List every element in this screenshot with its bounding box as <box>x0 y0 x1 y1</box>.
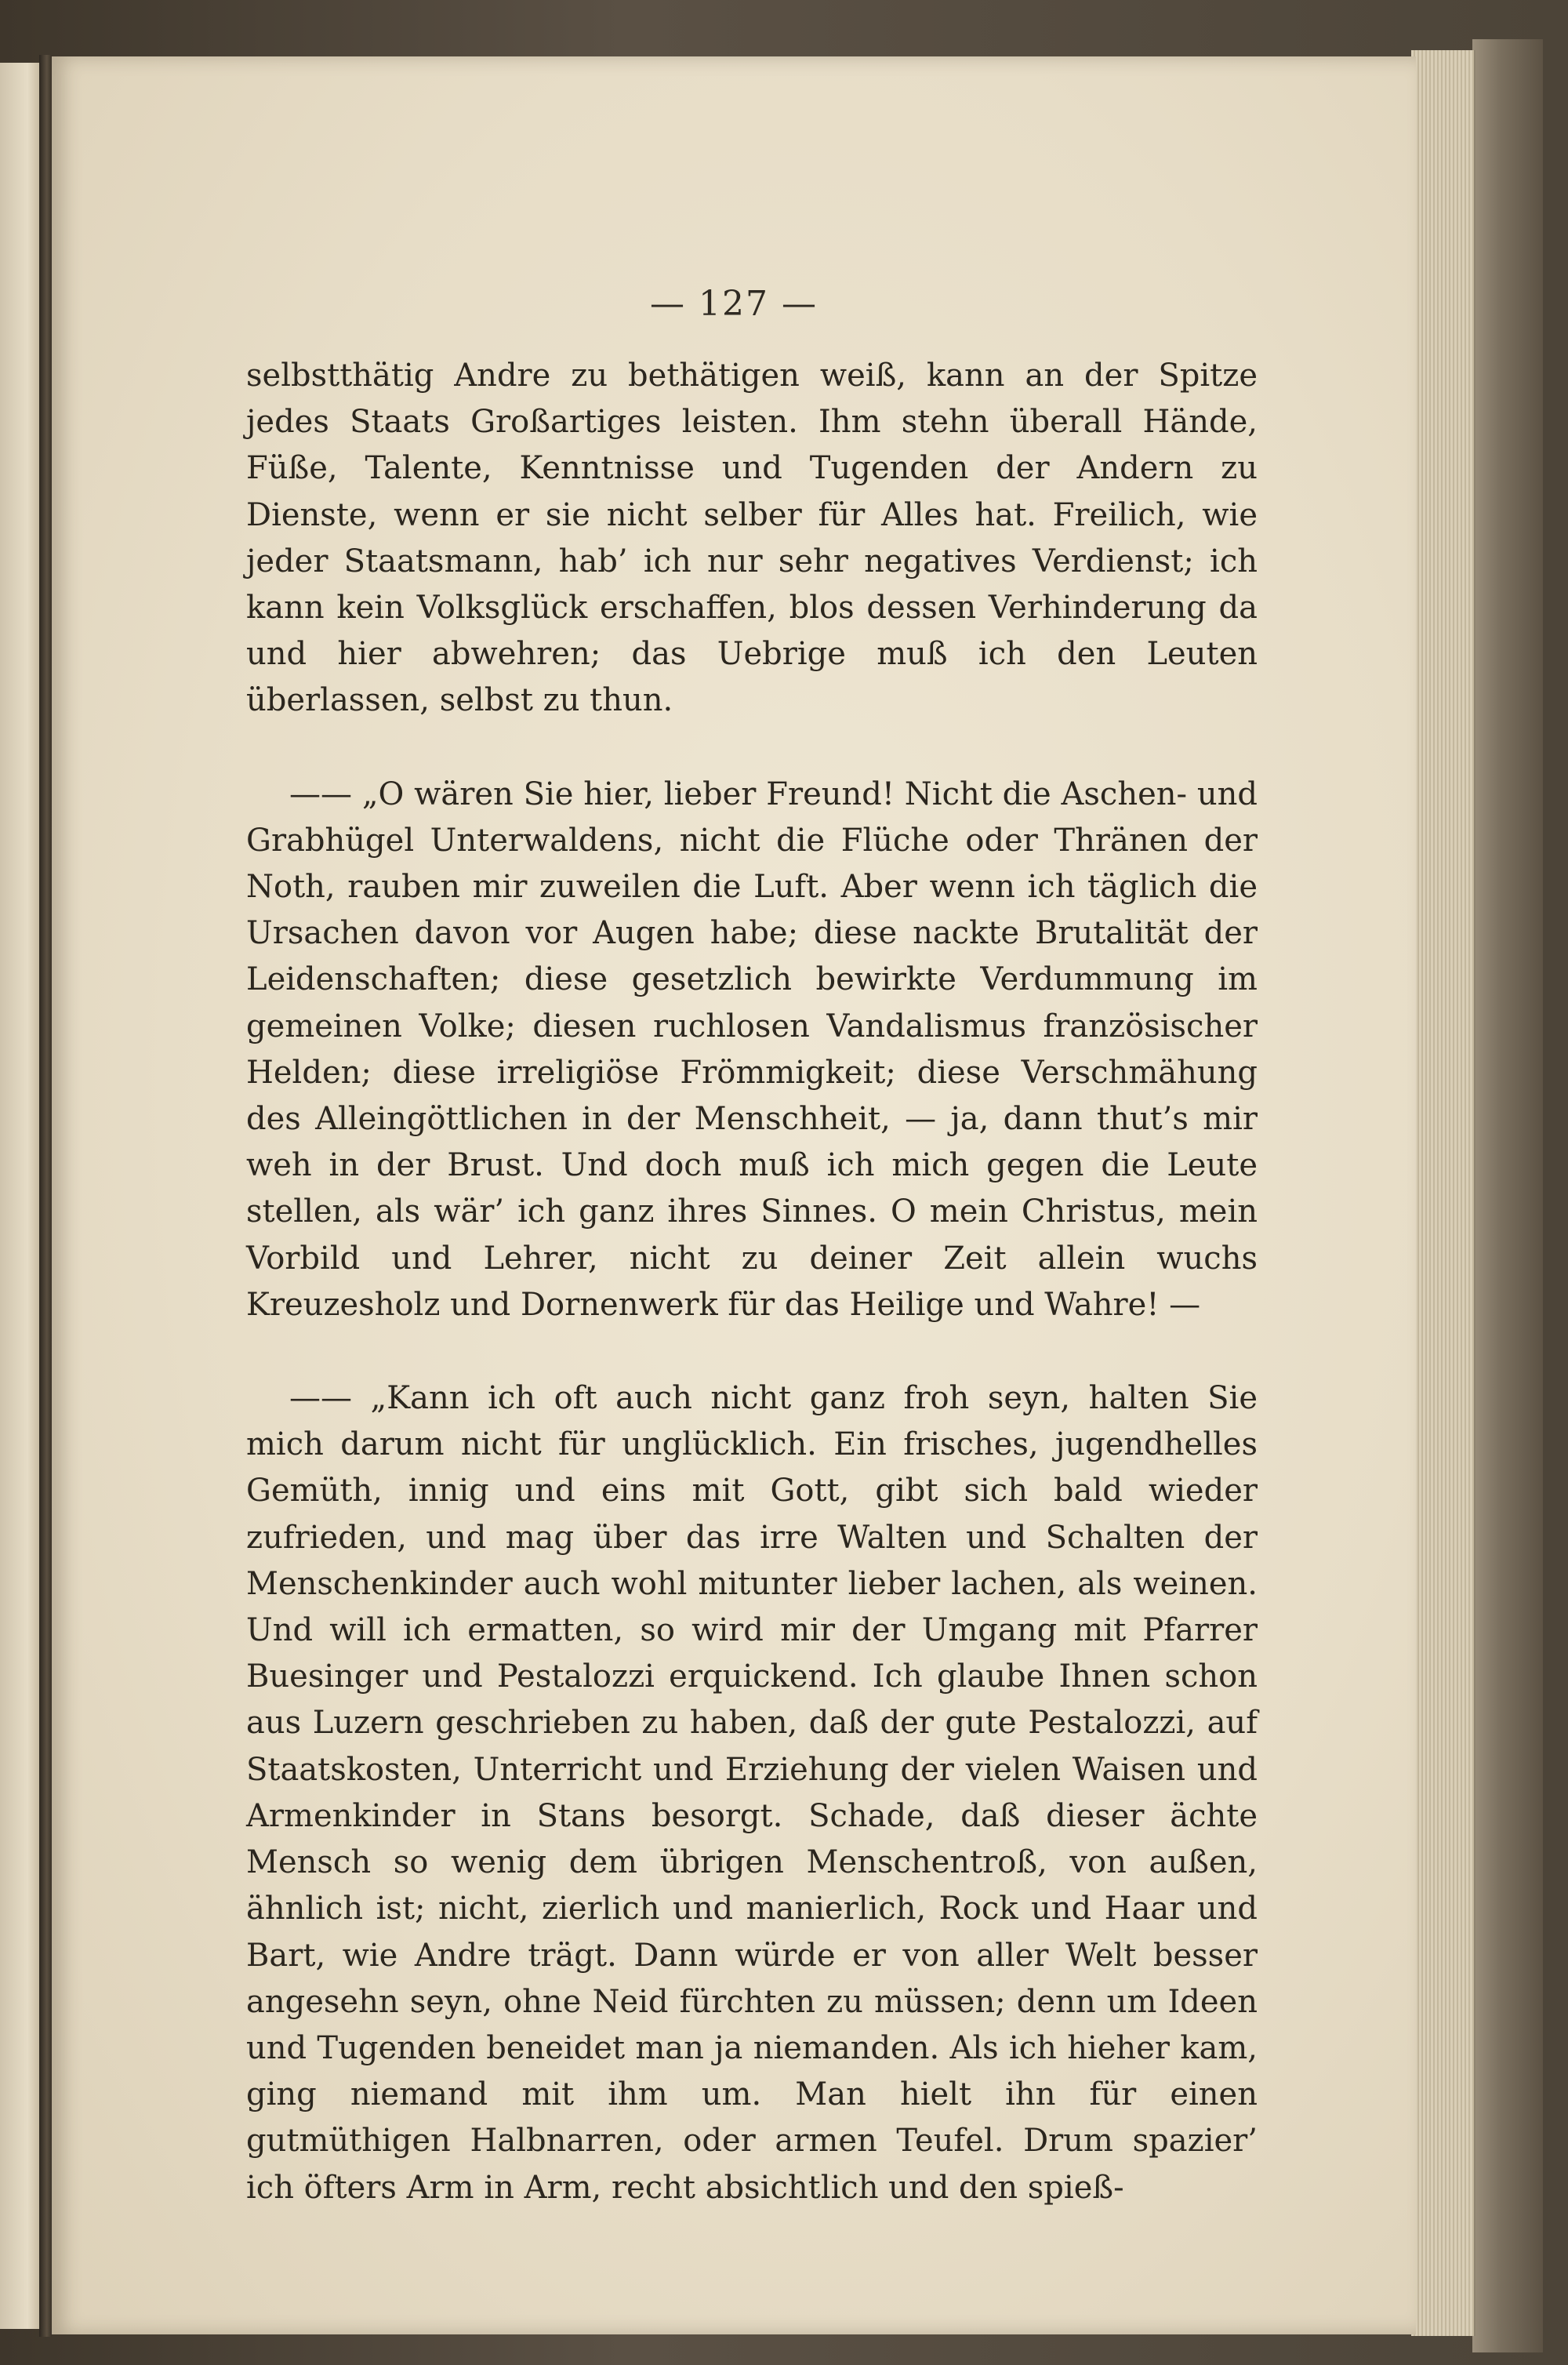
paragraph-2: —— „O wären Sie hier, lieber Freund! Nicht die Aschen- und Grabhügel Unterwaldens, nicht die Flüche oder Thränen der Noth, rauben mir zuweilen die Luft. Aber wenn ich täglich die Ursachen davon vor Augen habe; diese nackte Brutalität der Leidenschaften; diese gesetzlich bewirkte Verdummung im gemeinen Volke; diesen ruchlosen Vandalismus französischer Helden; diese irreligiöse Frömmigkeit; diese Verschmähung des Alleingöttlichen in der Menschheit, — ja, dann thut’s mir weh in der Brust. Und doch muß ich mich gegen die Leute stellen, als wär’ ich ganz ihres Sinnes. O mein Christus, mein Vorbild und Lehrer, nicht zu deiner Zeit allein wuchs Kreuzesholz und Dornenwerk für das Heilige und Wahre! — <box>246 776 1258 1323</box>
book-page <box>52 56 1416 2334</box>
paragraph-1: selbstthätig Andre zu bethätigen weiß, kann an der Spitze jedes Staats Großartiges leisten. Ihm stehn überall Hände, Füße, Talente, Kenntnisse und Tugenden der Andern zu Dienste, wenn er sie nicht selber für Alles hat. Freilich, wie jeder Staatsmann, hab’ ich nur sehr negatives Verdienst; ich kann kein Volksglück erschaffen, blos dessen Verhinderung da und hier abwehren; das Uebrige muß ich den Leuten überlassen, selbst zu thun. <box>246 358 1258 719</box>
body-text <box>246 353 1258 2211</box>
page-number: — 127 — <box>650 284 818 324</box>
paragraph-3: —— „Kann ich oft auch nicht ganz froh seyn, halten Sie mich darum nicht für unglücklich. Ein frisches, jugendhelles Gemüth, innig und eins mit Gott, gibt sich bald wieder zufrieden, und mag über das irre Walten und Schalten der Menschenkinder auch wohl mitunter lieber lachen, als weinen. Und will ich ermatten, so wird mir der Umgang mit Pfarrer Buesinger und Pestalozzi erquickend. Ich glaube Ihnen schon aus Luzern geschrieben zu haben, daß der gute Pestalozzi, auf Staatskosten, Unterricht und Erziehung der vielen Waisen und Armenkinder in Stans besorgt. Schade, daß dieser ächte Mensch so wenig dem übrigen Menschentroß, von außen, ähnlich ist; nicht, zierlich und manierlich, Rock und Haar und Bart, wie Andre trägt. Dann würde er von aller Welt besser angesehn seyn, ohne Neid fürchten zu müssen; denn um Ideen und Tugenden beneidet man ja niemanden. Als ich hieher kam, ging niemand mit ihm um. Man hielt ihn für einen gutmüthigen Halbnarren, oder armen Teufel. Drum spazier’ ich öfters Arm in Arm, recht absichtlich und den spieß- <box>246 1380 1258 2206</box>
facing-page-edge <box>0 63 39 2329</box>
page-stack-edges <box>1411 50 1475 2336</box>
book-cover-edge <box>1472 39 1543 2352</box>
book-gutter <box>39 55 52 2337</box>
